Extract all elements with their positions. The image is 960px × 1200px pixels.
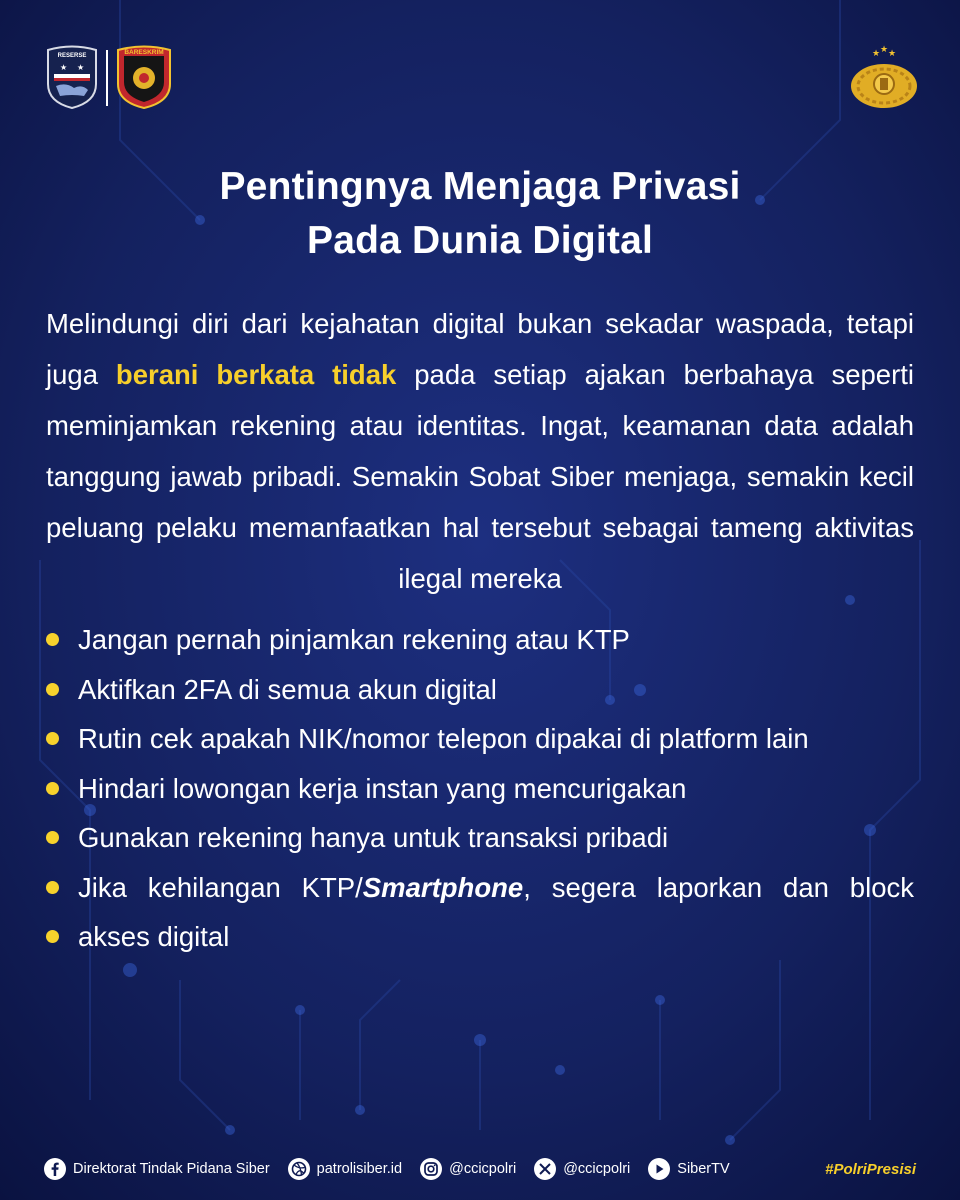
footer: [44, 1155, 916, 1183]
svg-text:★: ★: [880, 45, 889, 55]
tip-text: Rutin cek apakah NIK/nomor telepon dipakai di platform lain: [78, 723, 809, 754]
footer-tv-link[interactable]: [648, 1158, 729, 1180]
svg-text:RESERSE: RESERSE: [57, 53, 87, 59]
tip-text: Jangan pernah pinjamkan rekening atau KTP: [78, 624, 630, 655]
bullet-dot-icon: [46, 881, 59, 894]
list-item: [46, 813, 914, 863]
list-item: [46, 863, 914, 962]
intro-highlight: berani berkata tidak: [115, 359, 397, 390]
page-title: [0, 160, 960, 268]
svg-text:★: ★: [872, 49, 881, 59]
tip-text: Aktifkan 2FA di semua akun digital: [78, 673, 497, 705]
title-line-2: Pada Dunia Digital: [307, 219, 653, 262]
svg-text:★: ★: [888, 49, 897, 59]
list-item: [46, 615, 914, 665]
tip-text: Gunakan rekening hanya untuk transaksi pribadi: [78, 822, 669, 853]
footer-x-link[interactable]: [534, 1158, 630, 1180]
tip-text-after: , segera laporkan dan block akses digital: [78, 871, 914, 952]
bullet-dot-icon: [46, 930, 59, 943]
svg-text:★: ★: [60, 63, 68, 72]
tip-emphasis: Smartphone: [362, 871, 524, 903]
intro-paragraph: [46, 298, 914, 604]
list-item: [46, 714, 914, 764]
hashtag-label: #PolriPresisi: [825, 1160, 916, 1178]
bullet-dot-icon: [46, 732, 59, 745]
footer-instagram-link[interactable]: [420, 1158, 516, 1180]
polri-emblem: [846, 44, 922, 112]
title-line-1: Pentingnya Menjaga Privasi: [219, 165, 741, 208]
play-icon: [648, 1158, 670, 1180]
tips-list: [46, 615, 914, 962]
footer-facebook-label: Direktorat Tindak Pidana Siber: [73, 1161, 270, 1177]
list-item: [46, 764, 914, 814]
facebook-icon: [44, 1158, 66, 1180]
bullet-dot-icon: [46, 683, 59, 696]
list-item: [46, 665, 914, 715]
tip-text-before: Jika kehilangan KTP/: [78, 871, 363, 903]
x-icon: [534, 1158, 556, 1180]
tip-text: Hindari lowongan kerja instan yang mencurigakan: [78, 772, 687, 804]
intro-text-part2: pada setiap ajakan berbahaya seperti meminjamkan rekening atau identitas. Ingat, keamanan data adalah tanggung jawab pribadi. Semakin Sobat Siber menjaga, semakin kecil peluang pelaku memanfaatkan hal tersebut sebagai tameng aktivitas ilegal mereka: [46, 359, 915, 594]
footer-website-link[interactable]: [288, 1158, 402, 1180]
bullet-dot-icon: [46, 633, 59, 646]
instagram-icon: [420, 1158, 442, 1180]
intro-text-part1: Melindungi diri dari kejahatan digital bukan sekadar waspada, tetapi juga: [46, 308, 914, 390]
footer-tv-label: SiberTV: [677, 1161, 730, 1177]
svg-text:★: ★: [77, 63, 85, 72]
reserse-siber-bareskrim-logos: [44, 44, 174, 110]
footer-facebook-link[interactable]: [44, 1158, 270, 1180]
bullet-dot-icon: [46, 782, 59, 795]
footer-instagram-label: @ccicpolri: [449, 1161, 517, 1177]
footer-x-label: @ccicpolri: [563, 1161, 631, 1177]
dribbble-globe-icon: [288, 1158, 310, 1180]
bullet-dot-icon: [46, 831, 59, 844]
footer-website-label: patrolisiber.id: [316, 1161, 403, 1177]
svg-text:BARESKRIM: BARESKRIM: [124, 49, 164, 56]
